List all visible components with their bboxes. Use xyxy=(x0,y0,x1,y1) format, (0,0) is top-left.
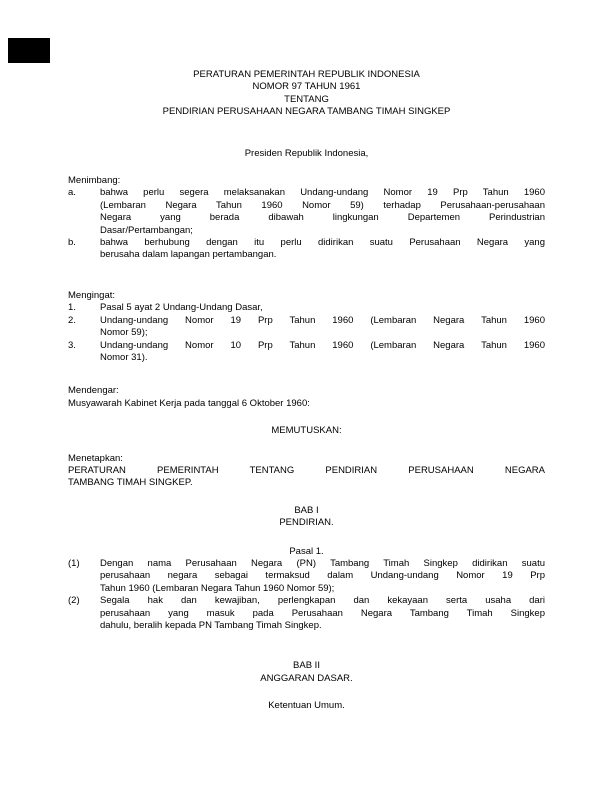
list-item-text xyxy=(100,340,545,365)
text-line: (Lembaran Negara Tahun 1960 Nomor 59) terhadap Perusahaan-perusahaan xyxy=(100,199,545,211)
mengingat-label: Mengingat: xyxy=(68,289,116,301)
bab2-subheading: ANGGARAN DASAR. xyxy=(260,672,353,684)
text-line: bahwa perlu segera melaksanakan Undang-undang Nomor 19 Prp Tahun 1960 xyxy=(100,187,545,199)
mendengar-label: Mendengar: xyxy=(68,385,119,397)
menimbang-item-b xyxy=(68,237,545,262)
menimbang-label: Menimbang: xyxy=(68,175,121,187)
list-marker: 2. xyxy=(68,314,76,326)
mendengar-section xyxy=(68,385,545,410)
title-line-3: TENTANG xyxy=(284,93,329,105)
text-line: Nomor 59); xyxy=(100,327,148,339)
bab1-heading: BAB I xyxy=(294,504,319,516)
pasal1-heading: Pasal 1. xyxy=(289,545,324,557)
ketentuan-umum-heading: Ketentuan Umum. xyxy=(268,700,345,712)
list-item-text xyxy=(100,315,545,340)
list-item-text xyxy=(100,558,545,595)
text-line: bahwa berhubung dengan itu perlu didirikan suatu Perusahaan Negara yang xyxy=(100,237,545,249)
pasal1-item-1 xyxy=(68,558,545,595)
bab1-subheading: PENDIRIAN. xyxy=(279,517,334,529)
memutuskan-heading: MEMUTUSKAN: xyxy=(271,425,342,437)
mengingat-item-1 xyxy=(68,302,545,314)
document-content xyxy=(68,69,545,713)
text-line: Undang-undang Nomor 19 Prp Tahun 1960 (Lembaran Negara Tahun 1960 xyxy=(100,314,545,326)
text-line: Nomor 31). xyxy=(100,351,148,363)
list-item-text xyxy=(100,187,545,237)
text-line: dahulu, beralih kepada PN Tambang Timah Singkep. xyxy=(100,620,322,631)
text-line: Pasal 5 ayat 2 Undang-Undang Dasar, xyxy=(100,302,263,314)
text-line: Negara yang berada dibawah lingkungan Departemen Perindustrian xyxy=(100,212,545,224)
menimbang-section xyxy=(68,175,545,262)
title-line-4: PENDIRIAN PERUSAHAAN NEGARA TAMBANG TIMAH SINGKEP xyxy=(162,106,451,118)
list-item-text xyxy=(100,595,545,632)
list-marker: a. xyxy=(68,187,76,199)
text-line: Undang-undang Nomor 10 Prp Tahun 1960 (Lembaran Negara Tahun 1960 xyxy=(100,339,545,351)
title-line-2: NOMOR 97 TAHUN 1961 xyxy=(252,81,361,93)
list-marker: (2) xyxy=(68,595,80,607)
list-marker: 1. xyxy=(68,302,76,314)
text-line: Dasar/Pertambangan; xyxy=(100,224,193,236)
text-line: Dengan nama Perusahaan Negara (PN) Tambang Timah Singkep didirikan suatu xyxy=(100,557,545,569)
text-line: Segala hak dan kewajiban, perlengkapan dan kekayaan serta usaha dari xyxy=(100,595,545,607)
bab2-heading-block xyxy=(68,660,545,685)
mengingat-item-3 xyxy=(68,340,545,365)
document-title-block xyxy=(68,69,545,119)
bab2-heading: BAB II xyxy=(293,660,320,672)
text-line: PERATURAN PEMERINTAH TENTANG PENDIRIAN PERUSAHAAN NEGARA xyxy=(68,464,545,476)
list-marker: b. xyxy=(68,237,76,249)
black-corner-mark xyxy=(8,38,50,63)
menimbang-item-a xyxy=(68,187,545,237)
text-line: perusahaan yang masuk pada Perusahaan Negara Tambang Timah Singkep xyxy=(100,607,545,619)
text-line: TAMBANG TIMAH SINGKEP. xyxy=(68,477,193,489)
list-item-text xyxy=(100,302,545,314)
text-line: perusahaan negara sebagai termaksud dalam Undang-undang Nomor 19 Prp xyxy=(100,570,545,582)
pasal1-item-2 xyxy=(68,595,545,632)
bab1-heading-block xyxy=(68,505,545,530)
text-line: berusaha dalam lapangan pertambangan. xyxy=(100,249,277,261)
menetapkan-section xyxy=(68,453,545,490)
text-line: Tahun 1960 (Lembaran Negara Tahun 1960 Nomor 59); xyxy=(100,582,335,594)
list-marker: (1) xyxy=(68,557,80,569)
title-line-1: PERATURAN PEMERINTAH REPUBLIK INDONESIA xyxy=(193,69,420,80)
menetapkan-label: Menetapkan: xyxy=(68,452,123,464)
mendengar-text: Musyawarah Kabinet Kerja pada tanggal 6 Oktober 1960: xyxy=(68,397,310,409)
mengingat-item-2 xyxy=(68,315,545,340)
list-marker: 3. xyxy=(68,339,76,351)
presiden-line: Presiden Republik Indonesia, xyxy=(244,147,369,159)
list-item-text xyxy=(100,237,545,262)
pasal1-section xyxy=(68,546,545,633)
menetapkan-text xyxy=(68,465,545,490)
mengingat-section xyxy=(68,290,545,364)
